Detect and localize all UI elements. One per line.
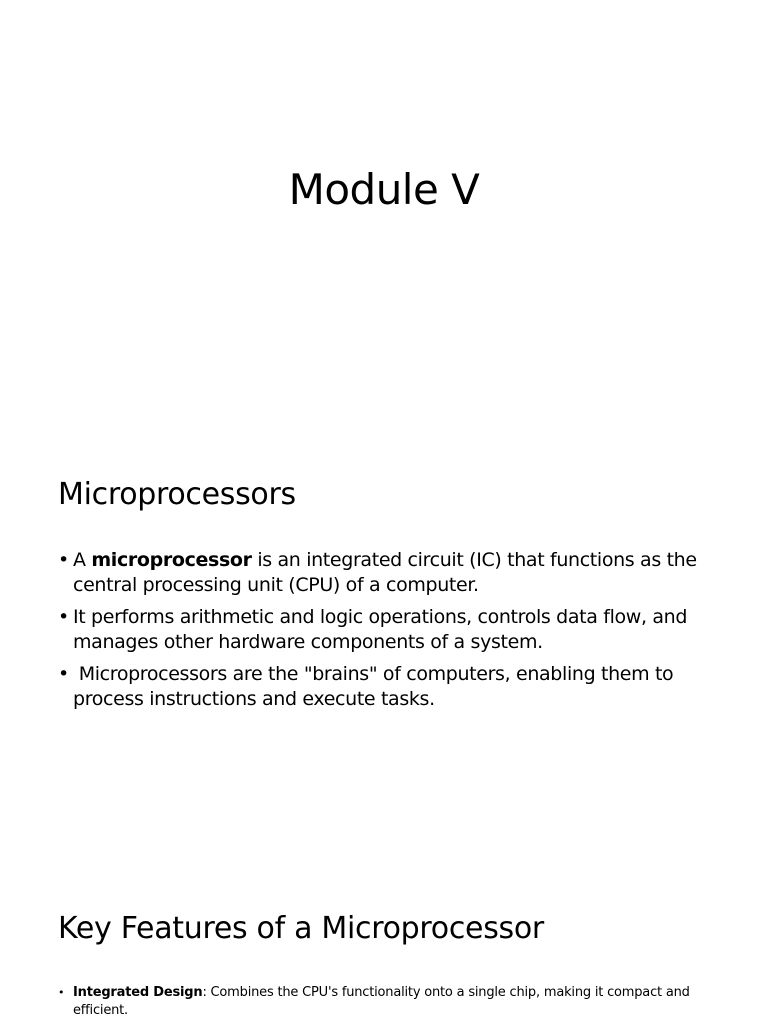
slide-heading: Key Features of a Microprocessor — [58, 911, 544, 946]
bullet-dot-icon: • — [58, 549, 69, 571]
bullet-dot-icon: • — [58, 606, 69, 628]
bullet-dot-icon: • — [58, 663, 69, 685]
bullet-text: Microprocessors are the "brains" of computers, enabling them to process instructions and execute tasks. — [73, 663, 680, 710]
feature-term: Integrated Design — [73, 985, 203, 1000]
bullet-dot-icon: • — [58, 986, 65, 999]
feature-text: : Combines the CPU's functionality onto a single chip, making it compact and efficient. — [73, 985, 690, 1018]
bullet-text: It performs arithmetic and logic operations, controls data flow, and manages other hardware components of a system. — [73, 606, 688, 653]
list-item — [58, 662, 718, 711]
feature-list — [58, 984, 698, 1020]
bullet-prefix: A — [73, 549, 92, 571]
bullet-bold-term: microprocessor — [91, 549, 252, 571]
bullet-text: is an integrated circuit (IC) that functions as the central processing unit (CPU) of a computer. — [73, 549, 697, 596]
key-features-slide — [0, 900, 768, 1024]
slide-heading: Microprocessors — [58, 477, 296, 512]
title-slide — [0, 0, 768, 430]
list-item — [58, 548, 718, 597]
bullet-list — [58, 548, 718, 719]
list-item — [58, 605, 718, 654]
list-item — [58, 984, 698, 1020]
module-title: Module V — [288, 165, 480, 214]
microprocessors-slide — [0, 470, 768, 770]
